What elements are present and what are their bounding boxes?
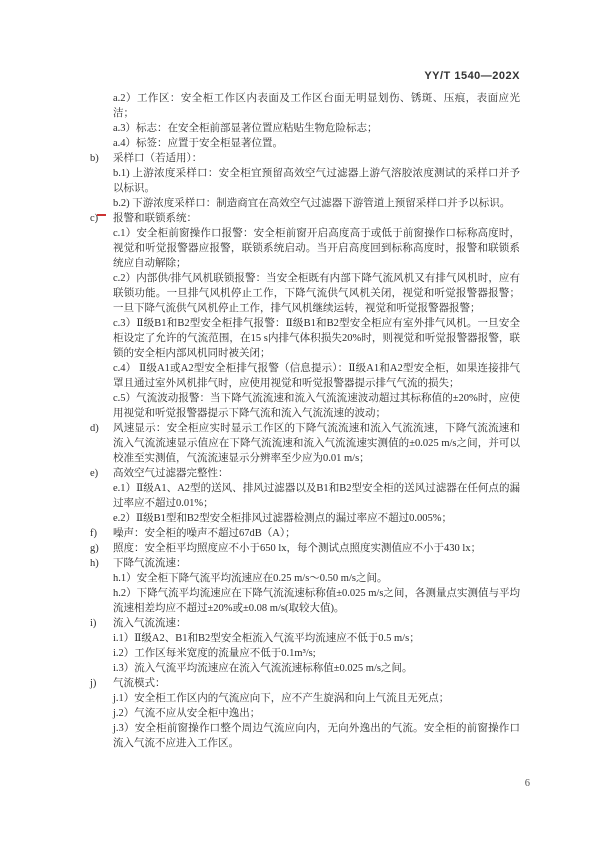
list-item-text: c.2）内部供/排气风机联锁报警：当安全柜既有内部下降气流风机又有排气风机时，应有联锁功能。一旦排气风机停止工作，下降气流供气风机关闭，视觉和听觉报警器报警；一旦下降气流供气风机停止工作，排气风机继续运转，视觉和听觉报警器报警； xyxy=(113,273,520,314)
list-item-text: h.2）下降气流平均流速应在下降气流流速标称值±0.025 m/s之间，各测量点实测值与平均流速相差均应不超过±20%或±0.08 m/s(取较大值)。 xyxy=(113,588,520,614)
list-item xyxy=(90,361,520,391)
header-standard-number: YY/T 1540—202X xyxy=(424,70,520,82)
list-item xyxy=(90,271,520,316)
list-item-text: 气流模式： xyxy=(113,678,166,689)
list-item-text: a.3）标志：在安全柜前部显著位置应粘贴生物危险标志； xyxy=(113,123,378,134)
list-item xyxy=(90,166,520,196)
list-item-text: i.1）Ⅱ级A2、B1和B2型安全柜流入气流平均流速应不低于0.5 m/s； xyxy=(113,633,420,644)
list-item-text: 风速显示：安全柜应实时显示工作区的下降气流流速和流入气流流速，下降气流流速和流入气流流速显示值应在下降气流流速和流入气流流速实测值的±0.025 m/s之间，并可以校准至实测值，气流流速显示分辨率至少应为0.01 m/s； xyxy=(113,423,520,464)
list-item xyxy=(90,706,520,721)
list-item-text: c.4） Ⅱ级A1或A2型安全柜排气报警（信息提示）：Ⅱ级A1和A2型安全柜，如果连接排气罩且通过室外风机排气时，应使用视觉和听觉报警器提示排气气流的损失； xyxy=(113,363,520,389)
list-item-text: 高效空气过滤器完整性： xyxy=(113,468,229,479)
list-item xyxy=(90,121,520,136)
list-item-label: c) xyxy=(90,213,99,224)
list-item-text: c.3）Ⅱ级B1和B2型安全柜排气报警：Ⅱ级B1和B2型安全柜应有室外排气风机。一旦安全柜设定了允许的气流范围，在15 s内排气体积损失20%时，则视觉和听觉报警器报警，联锁的安全柜内部风机同时被关闭； xyxy=(113,318,520,359)
list-item xyxy=(90,226,520,271)
document-body xyxy=(90,91,520,751)
list-item-text: j.2）气流不应从安全柜中逸出； xyxy=(113,708,261,719)
list-item xyxy=(90,691,520,706)
list-item xyxy=(90,316,520,361)
list-item-text: i.2）工作区每米宽度的流量应不低于0.1m³/s; xyxy=(113,648,316,659)
list-item-label: b) xyxy=(90,153,99,164)
list-item-text: 报警和联锁系统： xyxy=(113,213,197,224)
list-item xyxy=(90,391,520,421)
list-item xyxy=(90,616,520,631)
list-item-text: h.1）安全柜下降气流平均流速应在0.25 m/s～0.50 m/s之间。 xyxy=(113,573,388,584)
page-number: 6 xyxy=(524,778,530,789)
list-item-text: a.2）工作区：安全柜工作区内表面及工作区台面无明显划伤、锈斑、压痕，表面应光洁； xyxy=(113,93,520,119)
list-item xyxy=(90,556,520,571)
list-item-text: j.1）安全柜工作区内的气流应向下，应不产生旋涡和向上气流且无死点； xyxy=(113,693,450,704)
list-item-label: e) xyxy=(90,468,99,479)
list-item xyxy=(90,631,520,646)
list-item xyxy=(90,721,520,751)
list-item-text: c.5）气流波动报警：当下降气流流速和流入气流流速波动超过其标称值的±20%时，应使用视觉和听觉报警器提示下降气流和流入气流流速的波动； xyxy=(113,393,520,419)
list-item xyxy=(90,421,520,466)
list-item xyxy=(90,481,520,511)
list-item xyxy=(90,571,520,586)
list-item xyxy=(90,196,520,211)
list-item-text: 下降气流流速： xyxy=(113,558,187,569)
list-item xyxy=(90,466,520,481)
list-item-text: i.3）流入气流平均流速应在流入气流流速标称值±0.025 m/s之间。 xyxy=(113,663,413,674)
list-item xyxy=(90,676,520,691)
list-item xyxy=(90,91,520,121)
list-item xyxy=(90,526,520,541)
list-item-text: c.1）安全柜前窗操作口报警：安全柜前窗开启高度高于或低于前窗操作口标称高度时，视觉和听觉报警器应报警，联锁系统启动。当开启高度回到标称高度时，报警和联锁系统应自动解除； xyxy=(113,228,520,269)
list-item-label: g) xyxy=(90,543,99,554)
list-item xyxy=(90,211,520,226)
list-item-label: h) xyxy=(90,558,99,569)
list-item-text: 采样口（若适用）： xyxy=(113,153,203,164)
list-item-text: 流入气流流速： xyxy=(113,618,187,629)
list-item-text: b.2) 下游浓度采样口：制造商宜在高效空气过滤器下游管道上预留采样口并予以标识。 xyxy=(113,198,511,209)
list-item-text: a.4）标签：应置于安全柜显著位置。 xyxy=(113,138,284,149)
list-item-text: b.1) 上游浓度采样口：安全柜宜预留高效空气过滤器上游气溶胶浓度测试的采样口并予以标识。 xyxy=(113,168,520,194)
list-item-label: j) xyxy=(90,678,97,689)
list-item-label: i) xyxy=(90,618,97,629)
list-item-label: d) xyxy=(90,423,99,434)
list-item-text: e.1）Ⅱ级A1、A2型的送风、排风过滤器以及B1和B2型安全柜的送风过滤器在任何点的漏过率应不超过0.01%； xyxy=(113,483,520,509)
list-item-text: 噪声：安全柜的噪声不超过67dB（A）； xyxy=(113,528,296,539)
list-item xyxy=(90,541,520,556)
list-item xyxy=(90,151,520,166)
list-item-text: e.2）Ⅱ级B1型和B2型安全柜排风过滤器检测点的漏过率应不超过0.005%； xyxy=(113,513,453,524)
list-item-text: 照度：安全柜平均照度应不小于650 lx，每个测试点照度实测值应不小于430 lx； xyxy=(113,543,482,554)
list-item xyxy=(90,661,520,676)
list-item xyxy=(90,136,520,151)
list-item xyxy=(90,586,520,616)
list-item xyxy=(90,511,520,526)
list-item-text: j.3）安全柜前窗操作口整个周边气流应向内，无向外逸出的气流。安全柜的前窗操作口流入气流不应进入工作区。 xyxy=(113,723,520,749)
list-item-label: f) xyxy=(90,528,97,539)
list-item xyxy=(90,646,520,661)
